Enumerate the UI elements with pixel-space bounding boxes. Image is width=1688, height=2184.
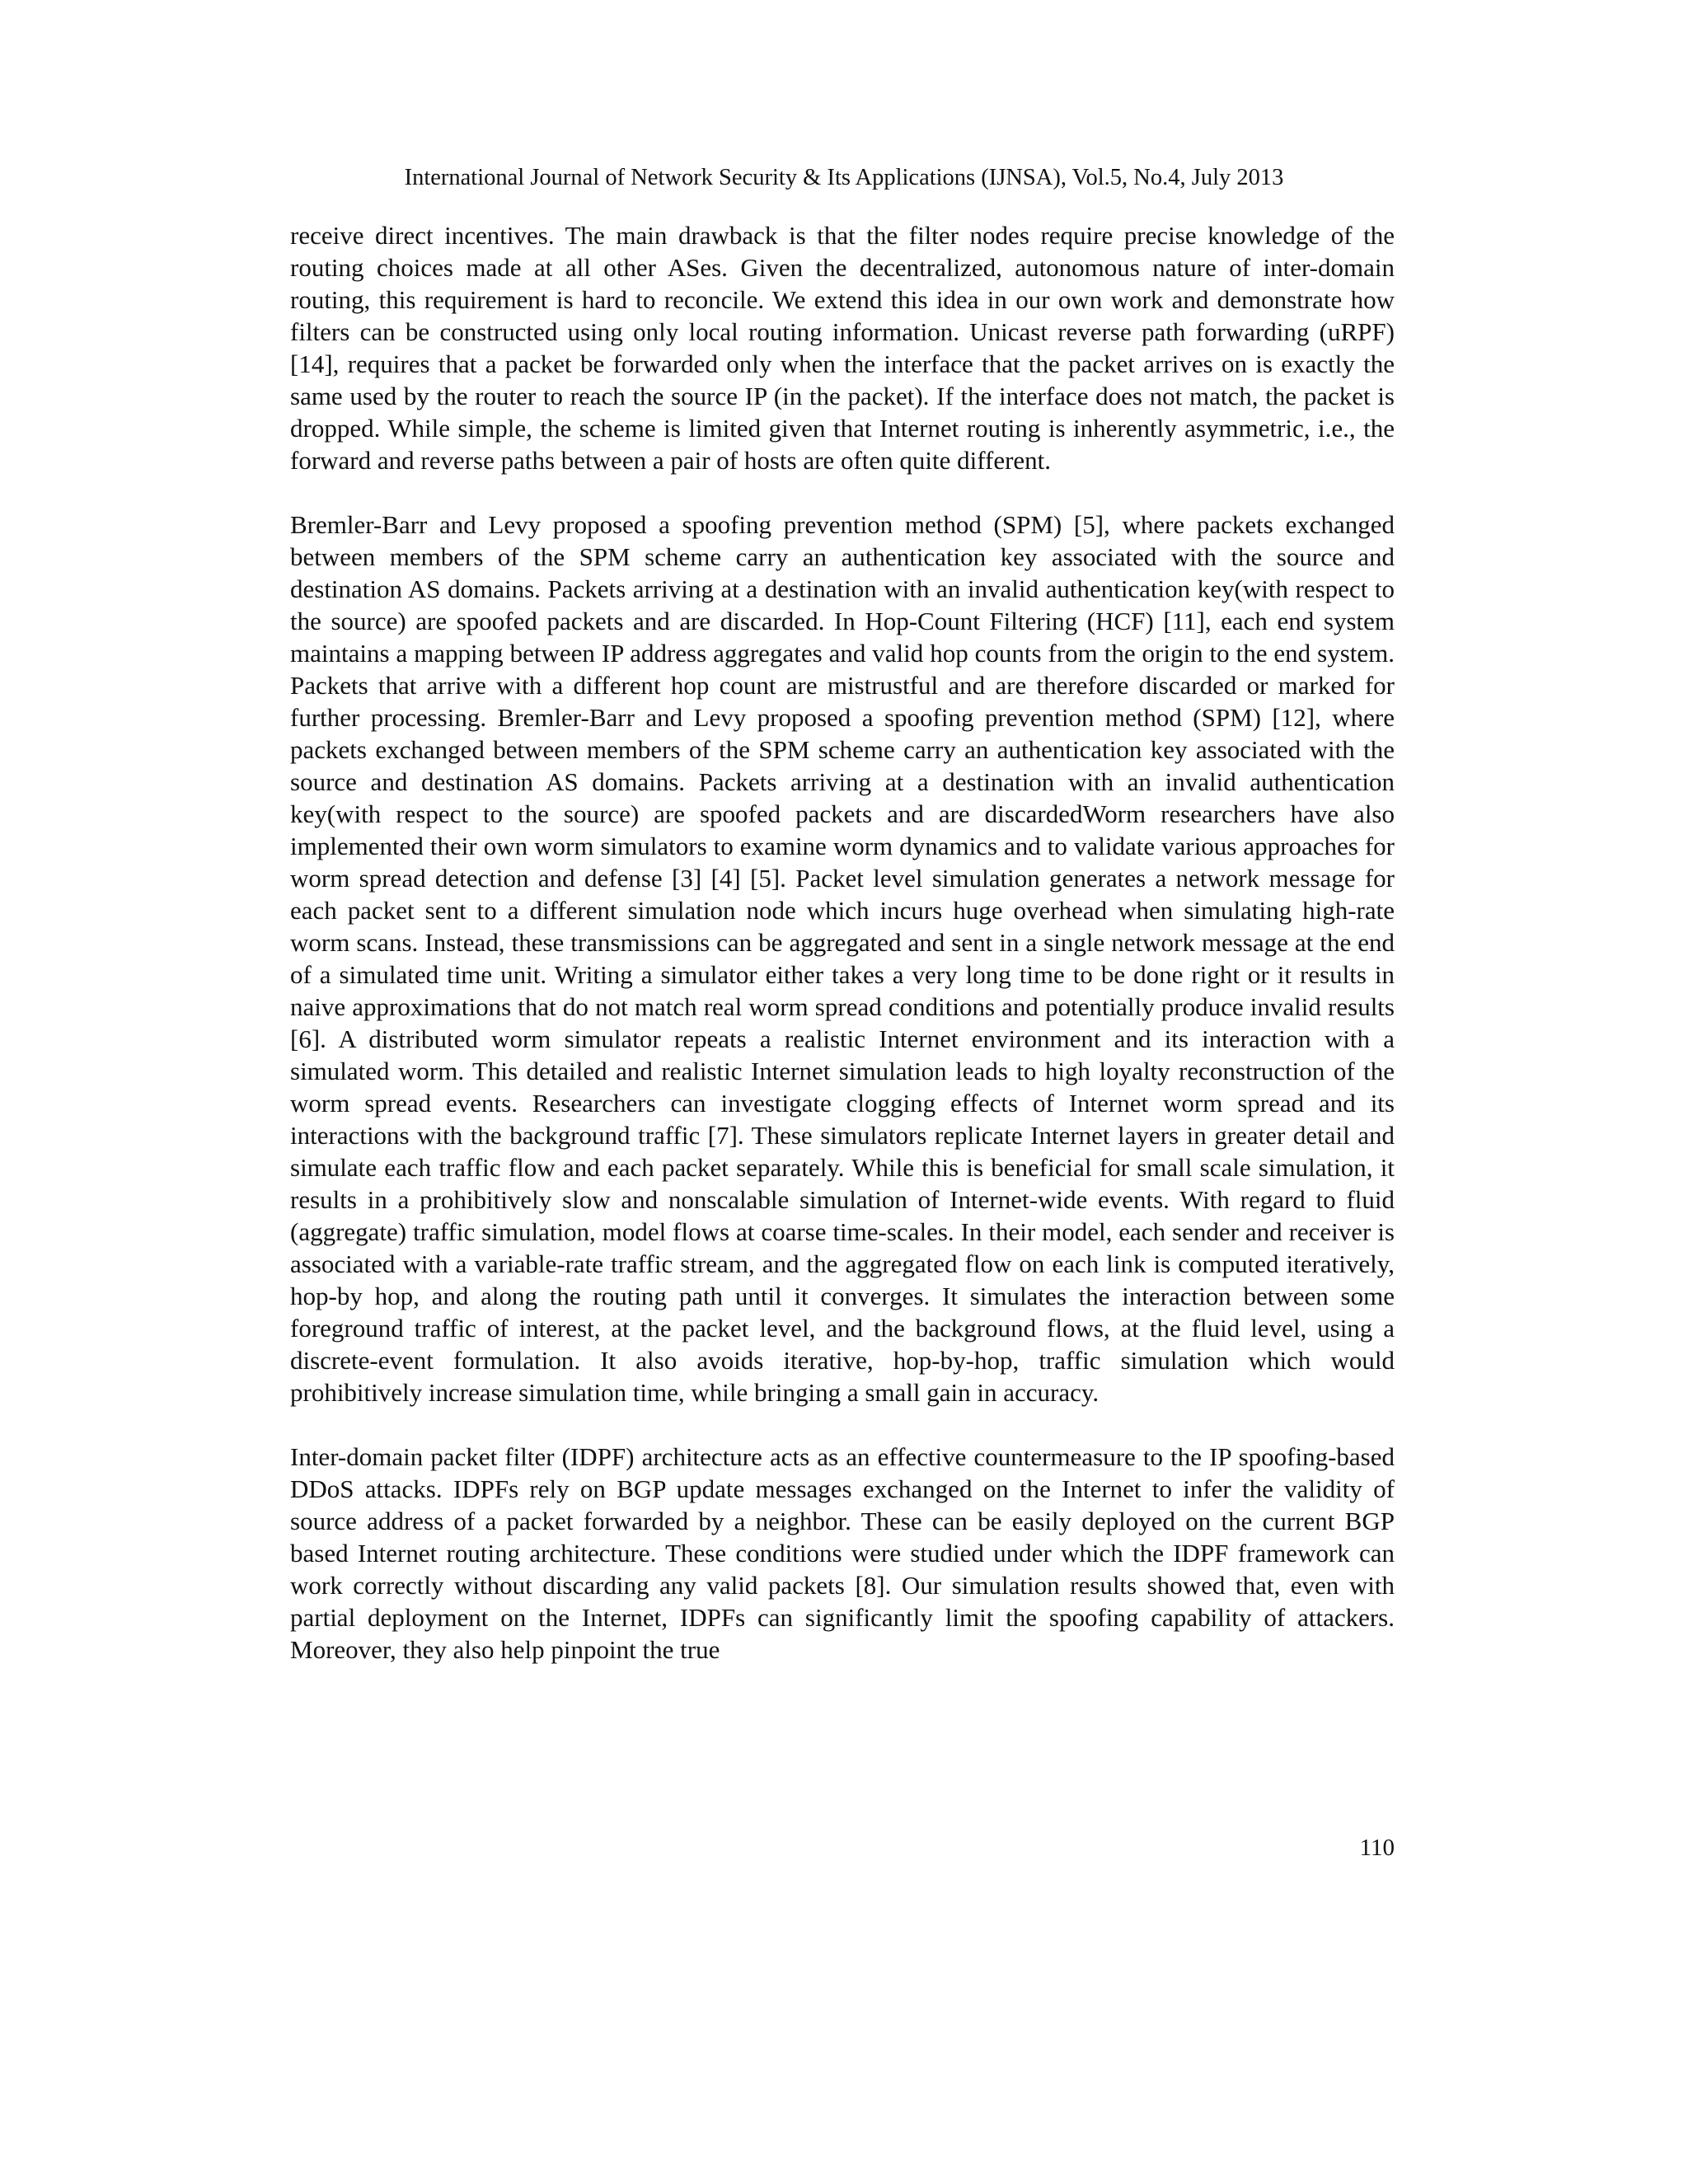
running-header: International Journal of Network Security & Its Applications (IJNSA), Vol.5, No.4, July 2013 <box>404 165 1284 190</box>
body-text <box>290 219 1395 1666</box>
paragraph-3: Inter-domain packet filter (IDPF) architecture acts as an effective countermeasure to the IP spoofing-based DDoS attacks. IDPFs rely on BGP update messages exchanged on the Internet to infer the validity of source address of a packet forwarded by a neighbor. These can be easily deployed on the current BGP based Internet routing architecture. These conditions were studied under which the IDPF framework can work correctly without discarding any valid packets [8]. Our simulation results showed that, even with partial deployment on the Internet, IDPFs can significantly limit the spoofing capability of attackers. Moreover, they also help pinpoint the true <box>290 1442 1395 1664</box>
page-number: 110 <box>1359 1835 1395 1861</box>
paragraph-2: Bremler-Barr and Levy proposed a spoofing prevention method (SPM) [5], where packets exchanged between members of the SPM scheme carry an authentication key associated with the source and destination AS domains. Packets arriving at a destination with an invalid authentication key(with respect to the source) are spoofed packets and are discarded. In Hop-Count Filtering (HCF) [11], each end system maintains a mapping between IP address aggregates and valid hop counts from the origin to the end system. Packets that arrive with a different hop count are mistrustful and are therefore discarded or marked for further processing. Bremler-Barr and Levy proposed a spoofing prevention method (SPM) [12], where packets exchanged between members of the SPM scheme carry an authentication key associated with the source and destination AS domains. Packets arriving at a destination with an invalid authentication key(with respect to the source) are spoofed packets and are discardedWorm researchers have also implemented their own worm simulators to examine worm dynamics and to validate various approaches for worm spread detection and defense [3] [4] [5]. Packet level simulation generates a network message for each packet sent to a different simulation node which incurs huge overhead when simulating high-rate worm scans. Instead, these transmissions can be aggregated and sent in a single network message at the end of a simulated time unit. Writing a simulator either takes a very long time to be done right or it results in naive approximations that do not match real worm spread conditions and potentially produce invalid results [6]. A distributed worm simulator repeats a realistic Internet environment and its interaction with a simulated worm. This detailed and realistic Internet simulation leads to high loyalty reconstruction of the worm spread events. Researchers can investigate clogging effects of Internet worm spread and its interactions with the background traffic [7]. These simulators replicate Internet layers in greater detail and simulate each traffic flow and each packet separately. While this is beneficial for small scale simulation, it results in a prohibitively slow and nonscalable simulation of Internet-wide events. With regard to fluid (aggregate) traffic simulation, model flows at coarse time-scales. In their model, each sender and receiver is associated with a variable-rate traffic stream, and the aggregated flow on each link is computed iteratively, hop-by hop, and along the routing path until it converges. It simulates the interaction between some foreground traffic of interest, at the packet level, and the background flows, at the fluid level, using a discrete-event formulation. It also avoids iterative, hop-by-hop, traffic simulation which would prohibitively increase simulation time, while bringing a small gain in accuracy. <box>290 510 1395 1407</box>
paragraph-1: receive direct incentives. The main drawback is that the filter nodes require precise knowledge of the routing choices made at all other ASes. Given the decentralized, autonomous nature of inter-domain routing, this requirement is hard to reconcile. We extend this idea in our own work and demonstrate how filters can be constructed using only local routing information. Unicast reverse path forwarding (uRPF)[14], requires that a packet be forwarded only when the interface that the packet arrives on is exactly the same used by the router to reach the source IP (in the packet). If the interface does not match, the packet is dropped. While simple, the scheme is limited given that Internet routing is inherently asymmetric, i.e., the forward and reverse paths between a pair of hosts are often quite different. <box>290 221 1395 475</box>
